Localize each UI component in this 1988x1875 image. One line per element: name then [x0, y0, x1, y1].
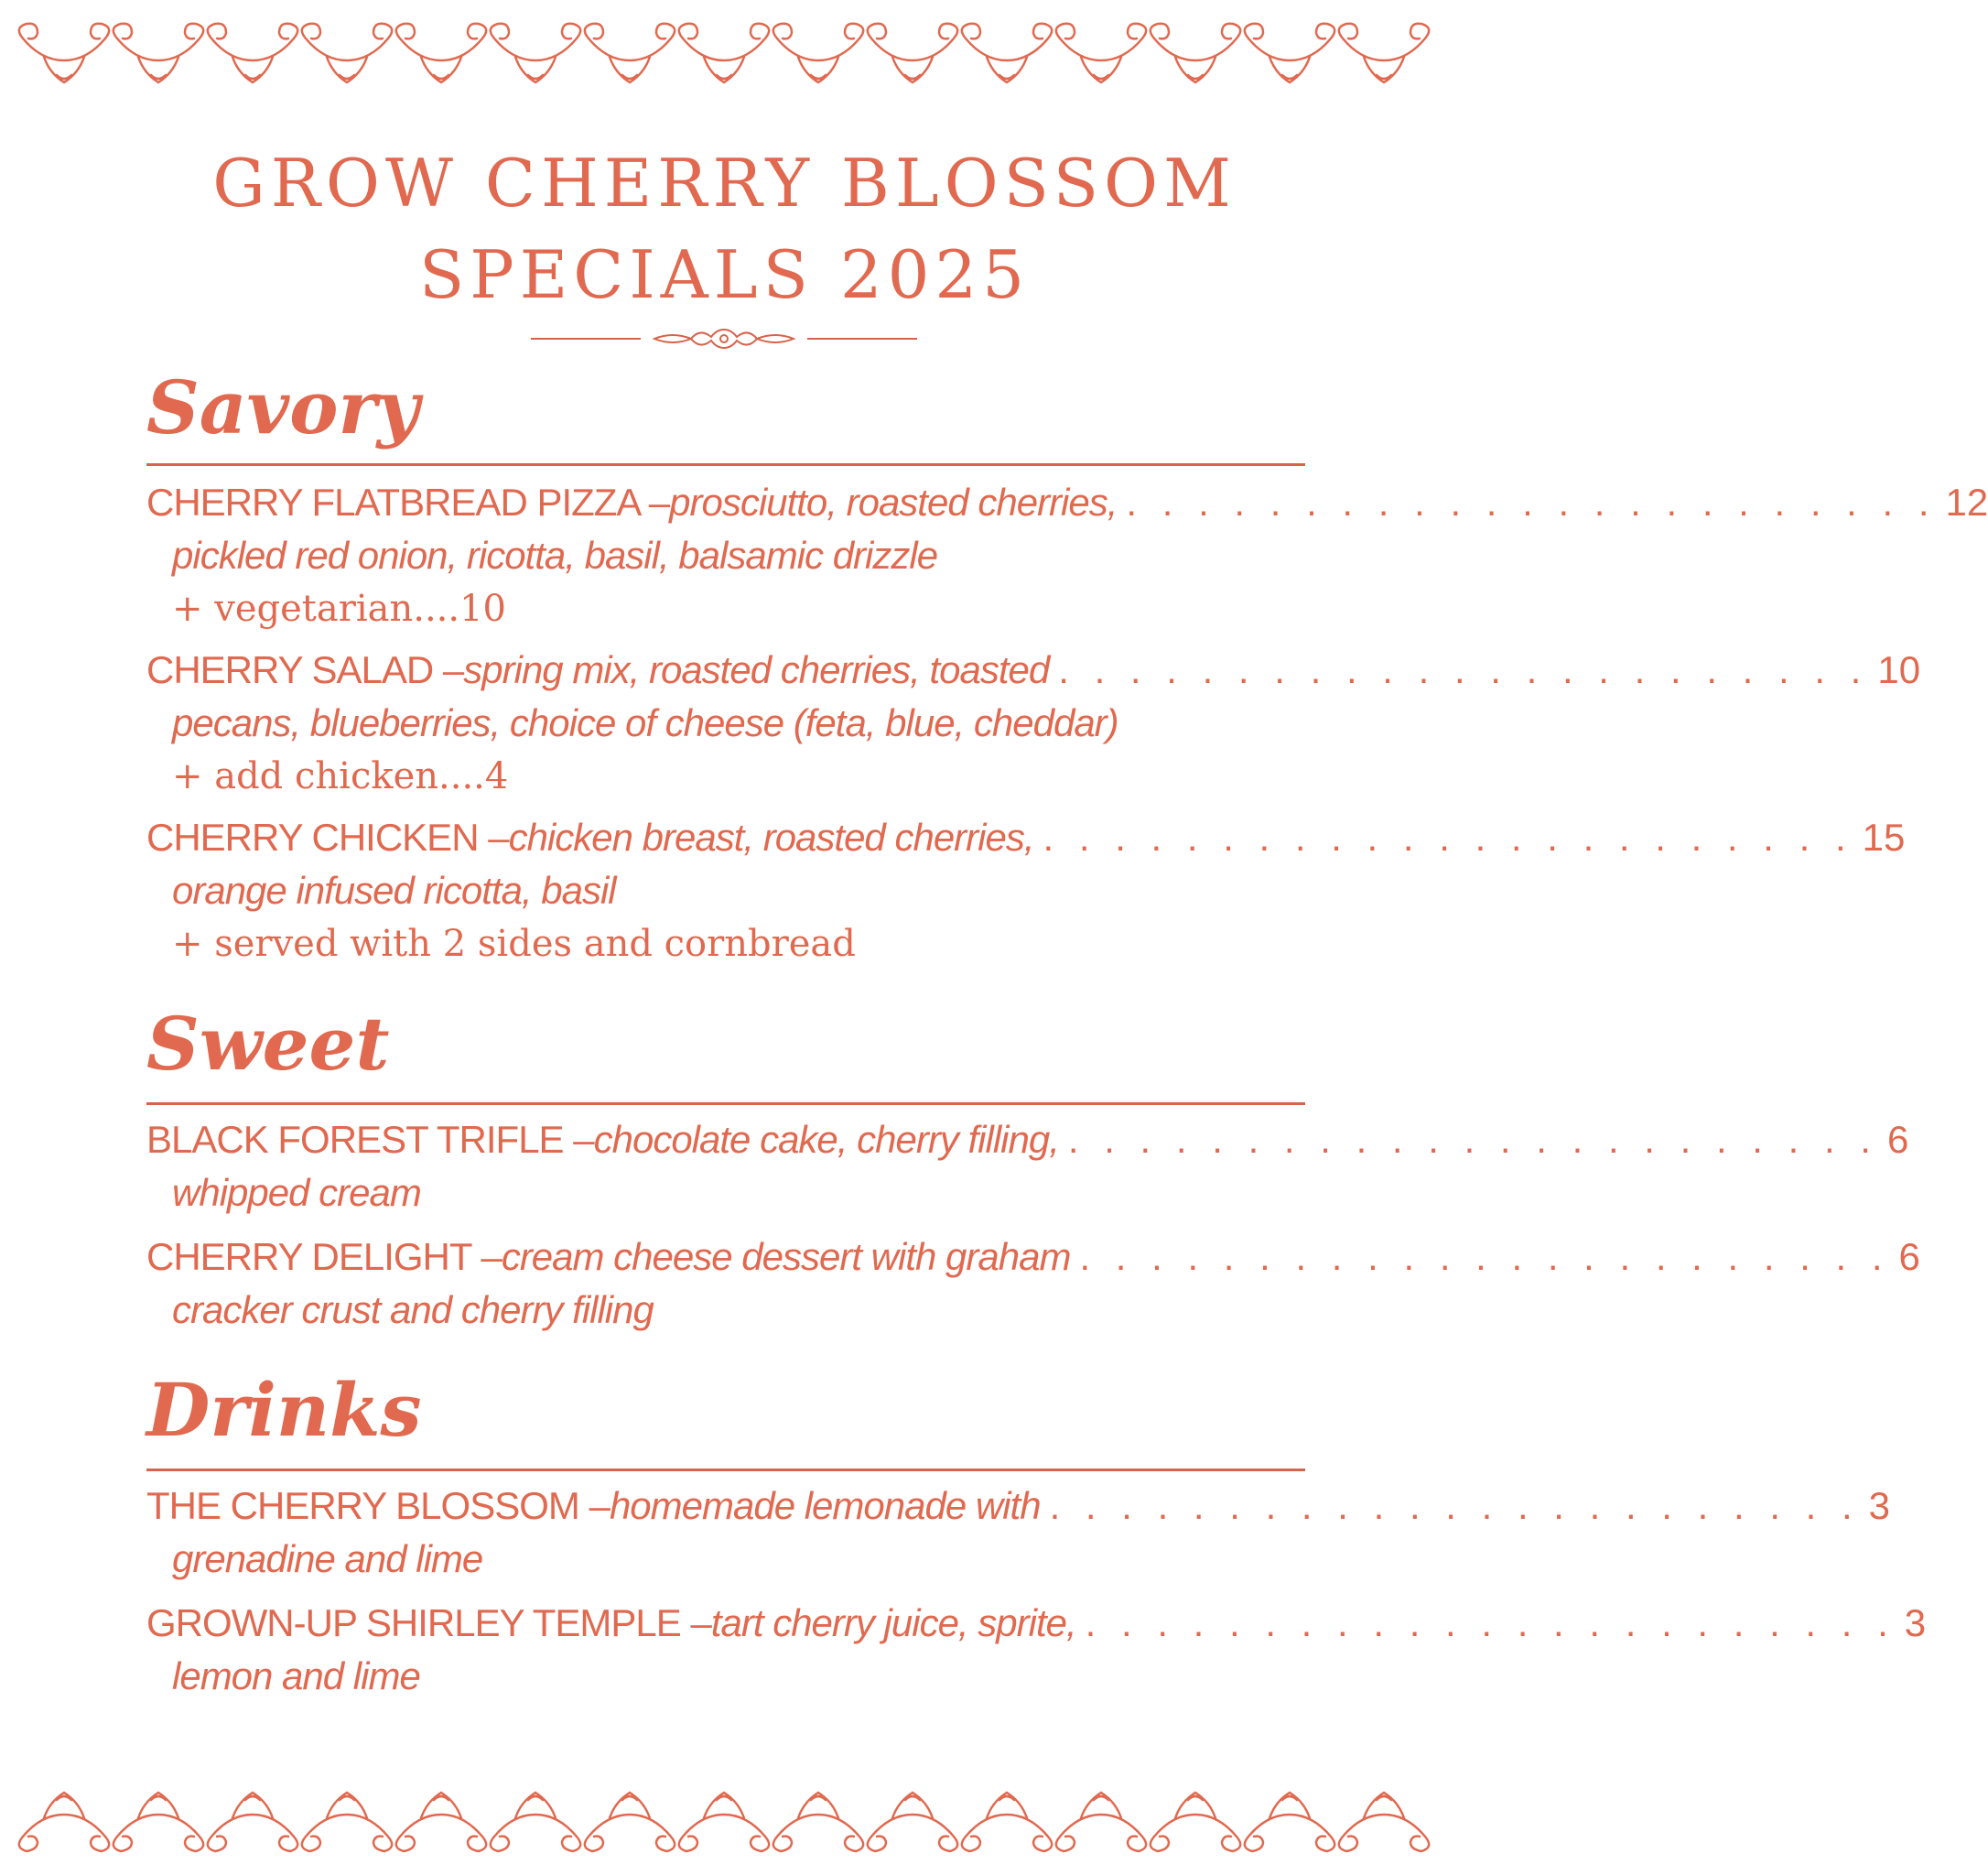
item-name: CHERRY CHICKEN –	[146, 816, 509, 859]
section-heading-sweet: Sweet	[146, 1001, 390, 1087]
dot-leader: . . . . . . . . . . . . . . . . . . . . . . .	[1085, 1601, 1896, 1644]
bottom-ornamental-border-icon	[16, 1772, 1432, 1864]
item-note: + vegetarian....10	[172, 588, 506, 630]
item-description: prosciutto, roasted cherries,	[669, 481, 1118, 524]
item-note: + served with 2 sides and cornbread	[172, 923, 856, 965]
dot-leader: . . . . . . . . . . . . . . . . . . . . . . .	[1067, 1118, 1878, 1161]
item-name: BLACK FOREST TRIFLE –	[146, 1118, 594, 1161]
menu-item-cherry-flatbread-pizza	[146, 476, 1988, 635]
item-price: 15	[1862, 816, 1906, 859]
item-name: CHERRY FLATBREAD PIZZA –	[146, 481, 670, 524]
item-description-continued: pecans, blueberries, choice of cheese (feta, blue, cheddar)	[172, 701, 1118, 744]
item-note: + add chicken....4	[172, 755, 509, 797]
scroll-motif-group	[19, 24, 1429, 82]
section-rule-drinks	[146, 1469, 1305, 1471]
item-description-continued: cracker crust and cherry filling	[172, 1288, 654, 1331]
item-description: cream cheese dessert with graham	[501, 1235, 1071, 1278]
item-description-continued: orange infused ricotta, basil	[172, 869, 616, 912]
item-name: THE CHERRY BLOSSOM –	[146, 1484, 610, 1527]
menu-item-cherry-salad	[146, 644, 1921, 803]
top-ornamental-border-icon	[16, 11, 1432, 103]
item-description: chicken breast, roasted cherries,	[508, 816, 1034, 859]
title-line-2: SPECIALS 2025	[418, 236, 1031, 313]
dot-leader: . . . . . . . . . . . . . . . . . . . . . . .	[1126, 481, 1937, 524]
item-description: tart cherry juice, sprite,	[710, 1601, 1076, 1644]
item-price: 3	[1904, 1601, 1927, 1644]
item-price: 3	[1868, 1484, 1891, 1527]
item-name: CHERRY SALAD –	[146, 648, 464, 691]
item-description: homemade lemonade with	[609, 1484, 1041, 1527]
dot-leader: . . . . . . . . . . . . . . . . . . . . . . .	[1058, 648, 1869, 691]
item-description-continued: pickled red onion, ricotta, basil, balsamic drizzle	[172, 534, 938, 577]
item-price: 12	[1945, 481, 1988, 524]
dot-leader: . . . . . . . . . . . . . . . . . . . . . . .	[1079, 1235, 1890, 1278]
title-line-1: GROW CHERRY BLOSSOM	[212, 145, 1237, 222]
item-description: chocolate cake, cherry filling,	[593, 1118, 1059, 1161]
ornamental-divider-icon	[531, 325, 917, 352]
section-heading-savory: Savory	[146, 364, 420, 450]
item-name: GROWN-UP SHIRLEY TEMPLE –	[146, 1601, 711, 1644]
item-price: 6	[1898, 1235, 1920, 1278]
menu-item-cherry-delight	[146, 1230, 1920, 1337]
section-heading-drinks: Drinks	[146, 1367, 422, 1453]
item-description-continued: grenadine and lime	[172, 1537, 483, 1580]
menu-item-grown-up-shirley-temple	[146, 1597, 1927, 1703]
item-price: 10	[1877, 648, 1921, 691]
scroll-motif-group	[19, 1793, 1429, 1851]
menu-item-black-forest-trifle	[146, 1113, 1909, 1219]
menu-item-the-cherry-blossom	[146, 1479, 1891, 1586]
menu-item-cherry-chicken	[146, 811, 1906, 970]
item-description: spring mix, roasted cherries, toasted	[463, 648, 1050, 691]
section-rule-sweet	[146, 1102, 1305, 1105]
menu-title	[0, 137, 1449, 320]
section-rule-savory	[146, 463, 1305, 466]
item-description-continued: whipped cream	[172, 1171, 421, 1214]
item-price: 6	[1886, 1118, 1909, 1161]
item-description-continued: lemon and lime	[172, 1654, 420, 1697]
dot-leader: . . . . . . . . . . . . . . . . . . . . . . .	[1043, 816, 1853, 859]
dot-leader: . . . . . . . . . . . . . . . . . . . . . . .	[1049, 1484, 1860, 1527]
item-name: CHERRY DELIGHT –	[146, 1235, 502, 1278]
